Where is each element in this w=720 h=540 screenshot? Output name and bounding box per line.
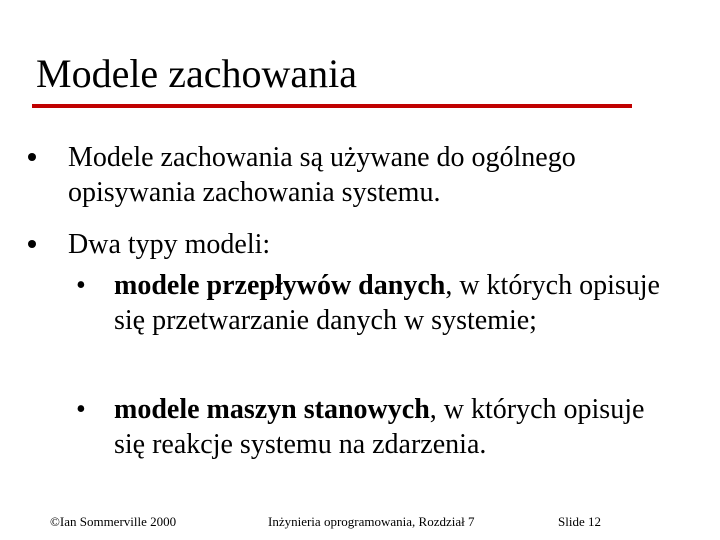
sub-bullet-text: , w których opisuje się reakcje systemu na zdarzenia. — [114, 394, 645, 460]
footer-copyright: ©Ian Sommerville 2000 — [50, 514, 177, 529]
bullet-item — [68, 227, 688, 262]
bullet-dot-icon — [28, 153, 36, 161]
footer-course: Inżynieria oprogramowania, Rozdział 7 — [268, 514, 475, 529]
slide-title: Modele zachowania — [36, 51, 357, 96]
sub-bullet-item — [76, 268, 674, 338]
sub-bullet-item — [76, 392, 674, 462]
bullet-text: Dwa typy modeli: — [68, 229, 271, 260]
sub-bullet-bold-text: modele maszyn stanowych — [114, 394, 430, 425]
title-underline — [32, 104, 632, 108]
bullet-item — [68, 140, 688, 210]
sub-bullet-bold-text: modele przepływów danych — [114, 270, 446, 301]
sub-bullet-text: , w których opisuje się przetwarzanie danych w systemie; — [114, 270, 660, 336]
footer-slide-number: Slide 12 — [558, 514, 601, 529]
sub-bullet-marker: • — [76, 394, 86, 425]
bullet-text: Modele zachowania są używane do ogólnego opisywania zachowania systemu. — [68, 142, 576, 208]
bullet-dot-icon — [28, 240, 36, 248]
sub-bullet-marker: • — [76, 270, 86, 301]
